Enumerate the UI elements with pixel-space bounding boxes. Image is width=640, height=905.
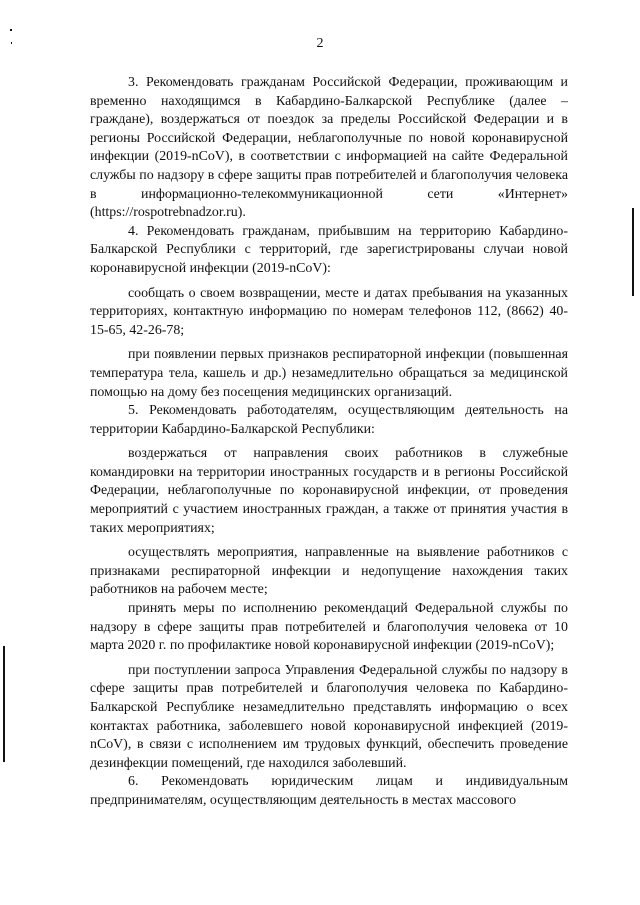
paragraph-subitem: осуществлять мероприятия, направленные на выявление работников с признаками респираторной инфекции и недопущение нахождения таких работников на рабочем месте; — [90, 545, 568, 598]
page-number: 2 — [316, 36, 324, 51]
paragraph-subitem: при появлении первых признаков респираторной инфекции (повышенная температура тела, кашель и др.) незамедлительно обращаться за медицинской помощью на дому без посещения медицинских организаций. — [90, 347, 568, 400]
scan-edge-line — [3, 646, 5, 762]
scan-edge-line — [632, 208, 634, 296]
paragraph-item-4: 4. Рекомендовать гражданам, прибывшим на территорию Кабардино-Балкарской Республики с территорий, где зарегистрированы случаи новой коронавирусной инфекции (2019-nCoV): — [90, 223, 568, 276]
paragraph-item-5: 5. Рекомендовать работодателям, осуществляющим деятельность на территории Кабардино-Балкарской Республики: — [90, 403, 568, 437]
paragraph-subitem: принять меры по исполнению рекомендаций Федеральной службы по надзору в сфере защиты прав потребителей и благополучия человека от 10 марта 2020 г. по профилактике новой коронавирусной инфекции (2019-nCoV); — [90, 601, 568, 654]
paragraph-item-3: 3. Рекомендовать гражданам Российской Федерации, проживающим и временно находящимся в Кабардино-Балкарской Республике (далее – граждане), воздержаться от поездок за пределы Российской Федерации и в регионы Российской Федерации, неблагополучные по новой коронавирусной инфекции (2019-nCoV), в соответствии с информацией на сайте Федеральной службы по надзору в сфере защиты прав потребителей и благополучия человека в информационно-телекоммуникационной сети «Интернет» (https://rospotrebnadzor.ru). — [90, 75, 568, 221]
paragraph-item-6: 6. Рекомендовать юридическим лицам и индивидуальным предпринимателям, осуществляющим деятельность в местах массового — [90, 774, 568, 808]
paragraph-subitem: при поступлении запроса Управления Федеральной службы по надзору в сфере защиты прав потребителей и благополучия человека по Кабардино-Балкарской Республике незамедлительно представлять информацию о всех контактах работника, заболевшего новой коронавирусной инфекцией (2019-nCoV), в связи с исполнением им трудовых функций, обеспечить проведение дезинфекции помещений, где находился заболевший. — [90, 662, 568, 771]
document-body — [90, 74, 568, 811]
paragraph-subitem: воздержаться от направления своих работников в служебные командировки на территории иностранных государств и в регионы Российской Федерации, неблагополучные по коронавирусной инфекции, от проведения мероприятий с участием иностранных граждан, а также от принятия участия в таких мероприятиях; — [90, 446, 568, 536]
paragraph-subitem: сообщать о своем возвращении, месте и датах пребывания на указанных территориях, контактную информацию по номерам телефонов 112, (8662) 40-15-65, 42-26-78; — [90, 285, 568, 338]
scan-speck — [10, 29, 12, 31]
